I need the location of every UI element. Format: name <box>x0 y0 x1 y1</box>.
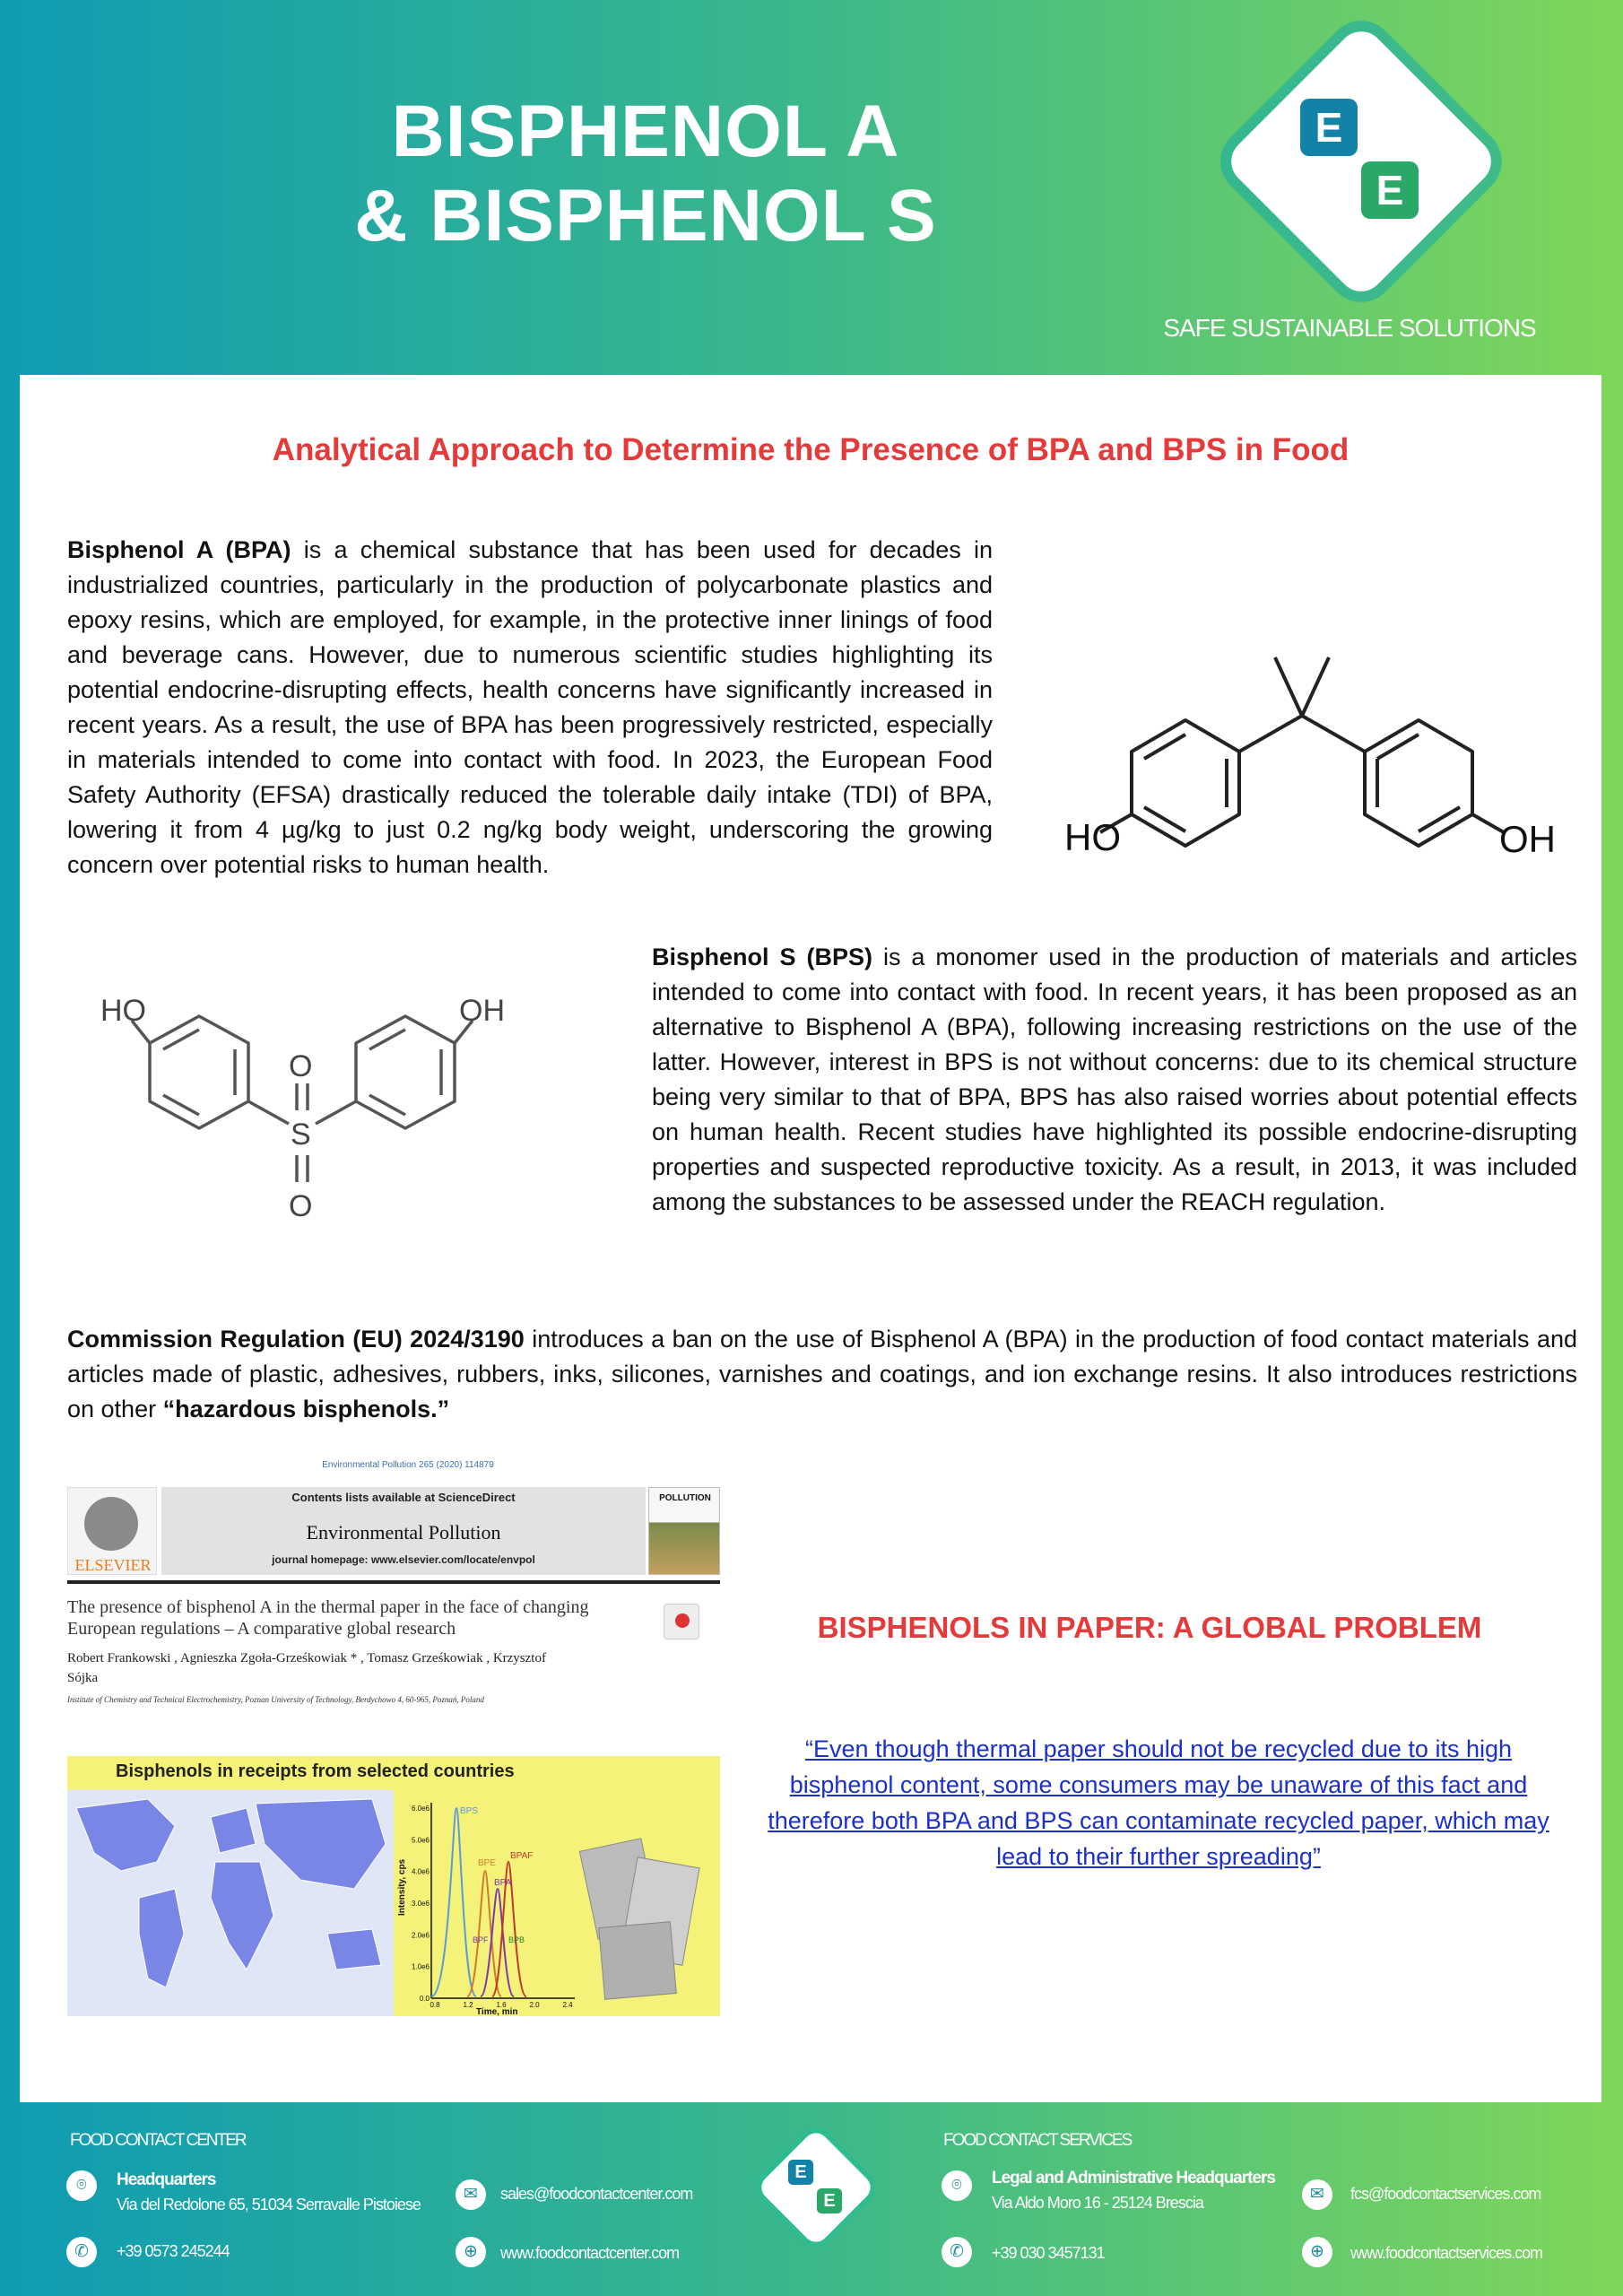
web-icon: ⊕ <box>1302 2237 1332 2267</box>
global-problem-quote[interactable]: “Even though thermal paper should not be recycled due to its high bisphenol content, some consumers may be unaware of this fact and therefore both BPA and BPS can contaminate recycled paper, which may lead to their further spreading” <box>768 1735 1549 1870</box>
bpa-oh-label: OH <box>1499 818 1556 860</box>
journal-homepage: journal homepage: www.elsevier.com/locate/envpol <box>272 1553 535 1566</box>
footer-logo-e-green: E <box>817 2188 842 2213</box>
peak-bps <box>431 1806 479 1996</box>
location-icon: ⌾ <box>66 2170 97 2201</box>
graphical-abstract <box>67 1756 720 2016</box>
bps-o2-label: O <box>289 1189 313 1223</box>
map-africa <box>211 1862 273 1970</box>
bps-structure-diagram <box>100 967 621 1254</box>
journal-banner <box>161 1487 646 1575</box>
footer-left-website[interactable]: www.foodcontactcenter.com <box>500 2244 680 2262</box>
map-europe <box>211 1808 256 1853</box>
regulation-paragraph <box>67 1322 1577 1427</box>
footer-right-hq-address: Via Aldo Moro 16 - 25124 Brescia <box>992 2194 1203 2212</box>
logo-letter-e-blue: E <box>1300 99 1358 156</box>
section-subtitle: Analytical Approach to Determine the Presence of BPA and BPS in Food <box>272 432 1350 467</box>
peak-label-bps: BPS <box>460 1806 479 1816</box>
footer-right-website[interactable]: www.foodcontactservices.com <box>1350 2244 1543 2262</box>
location-icon: ⌾ <box>942 2170 972 2201</box>
global-problem-title: BISPHENOLS IN PAPER: A GLOBAL PROBLEM <box>817 1611 1482 1644</box>
elsevier-tree-icon <box>84 1497 138 1551</box>
web-icon: ⊕ <box>456 2237 486 2267</box>
peak-label-bpf: BPF <box>473 1935 489 1944</box>
footer <box>0 2102 1623 2296</box>
bps-s-label: S <box>291 1118 311 1152</box>
world-map <box>67 1790 394 2016</box>
receipt-image-3 <box>599 1922 677 2000</box>
bpa-paragraph <box>67 533 993 883</box>
peak-label-bpa: BPA <box>494 1878 512 1888</box>
footer-logo-diamond <box>757 2128 876 2248</box>
peak-label-bpe: BPE <box>478 1858 497 1868</box>
phone-icon: ✆ <box>66 2237 97 2267</box>
article-affiliation: Institute of Chemistry and Technical Electrochemistry, Poznan University of Technology, Berdychowo 4, 60-965, Poznań, Poland <box>67 1695 484 1704</box>
email-icon: ✉ <box>1302 2179 1332 2210</box>
bps-text: is a monomer used in the production of materials and articles intended to come into contact with food. In recent years, it has been proposed as an alternative to Bisphenol A (BPA), following increasing restrictions on the use of the latter. However, interest in BPS is not without concerns: due to its chemical structure being very similar to that of BPA, BPS has also raised worries about potential effects on human health. Recent studies have highlighted its possible endocrine-disrupting properties and suspected reproductive toxicity. As a result, in 2013, it was included among the substances to be assessed under the REACH regulation. <box>652 944 1578 1215</box>
map-north-america <box>76 1799 175 1871</box>
divider <box>67 1580 720 1584</box>
chromatogram-x-tick-label: 0.8 <box>430 2001 440 2009</box>
bps-o1-label: O <box>289 1049 313 1083</box>
bps-ho-label: HO <box>100 994 146 1028</box>
contents-line: Contents lists available at ScienceDirect <box>291 1491 516 1504</box>
chromatogram-y-tick-label: 0.0 <box>419 1995 430 2003</box>
check-for-updates-icon <box>664 1604 699 1639</box>
bpa-lead: Bisphenol A (BPA) <box>67 536 291 563</box>
chromatogram-y-tick-label: 6.0e6 <box>411 1805 430 1813</box>
header <box>0 0 1623 375</box>
title-line-1: BISPHENOL A <box>391 91 900 172</box>
journal-reference: Environmental Pollution 265 (2020) 114879 <box>322 1460 494 1470</box>
cover-label: POLLUTION <box>659 1493 711 1503</box>
chromatogram-y-tick-label: 4.0e6 <box>411 1867 430 1876</box>
tagline: SAFE SUSTAINABLE SOLUTIONS <box>1163 314 1536 342</box>
title-line-2: & BISPHENOL S <box>354 175 937 257</box>
chromatogram-y-tick-label: 1.0e6 <box>411 1962 430 1971</box>
peak-bpe <box>467 1871 501 1996</box>
chromatogram-y-ticks <box>412 1805 430 2003</box>
email-icon: ✉ <box>456 2179 486 2210</box>
chromatogram-x-ticks <box>430 2001 573 2009</box>
chromatogram-x-tick-label: 1.2 <box>463 2001 473 2009</box>
chromatogram-x-label: Time, min <box>476 2007 518 2016</box>
footer-right-heading: FOOD CONTACT SERVICES <box>943 2131 1132 2150</box>
bpa-structure-diagram <box>1033 599 1571 868</box>
content-panel <box>20 375 1601 2102</box>
chromatogram-svg <box>395 1790 720 2016</box>
chromatogram-x-tick-label: 1.6 <box>496 2001 507 2009</box>
chromatogram-y-tick-label: 3.0e6 <box>411 1900 430 1908</box>
chromatogram-y-tick-label: 2.0e6 <box>411 1931 430 1940</box>
page-title <box>296 90 995 258</box>
regulation-lead: Commission Regulation (EU) 2024/3190 <box>67 1326 525 1352</box>
bps-paragraph <box>652 940 1577 1220</box>
paper-header <box>67 1460 720 1729</box>
footer-right-email[interactable]: fcs@foodcontactservices.com <box>1350 2185 1541 2203</box>
research-paper-figure <box>67 1460 720 2016</box>
map-south-america <box>139 1889 184 1987</box>
footer-left-hq-label: Headquarters <box>117 2170 216 2189</box>
footer-left-heading: FOOD CONTACT CENTER <box>70 2131 246 2150</box>
chromatogram-y-tick-label: 5.0e6 <box>411 1836 430 1845</box>
phone-icon: ✆ <box>942 2237 972 2267</box>
bps-lead: Bisphenol S (BPS) <box>652 944 872 970</box>
chromatogram-y-label: Intensity, cps <box>397 1858 407 1916</box>
footer-right-hq-label: Legal and Administrative Headquarters <box>992 2169 1276 2187</box>
regulation-text: introduces a ban on the use of Bisphenol A (BPA) in the production of food contact materials and articles made of plastic, adhesives, rubbers, inks, silicones, varnishes and coatings, and ion exchange resins. It also introduces restrictions on other <box>67 1326 1577 1422</box>
chromatogram-x-tick-label: 2.0 <box>529 2001 540 2009</box>
article-authors: Robert Frankowski , Agnieszka Zgoła-Grześkowiak * , Tomasz Grześkowiak , Krzysztof Sójka <box>67 1651 546 1685</box>
footer-right-phone[interactable]: +39 030 3457131 <box>992 2244 1105 2262</box>
bpa-ring-left <box>1132 720 1239 846</box>
bps-oh-label: OH <box>459 994 505 1028</box>
publisher-name: ELSEVIER <box>74 1556 152 1574</box>
footer-logo <box>749 2120 883 2255</box>
footer-left-hq-address: Via del Redolone 65, 51034 Serravalle Pistoiese <box>117 2196 421 2213</box>
map-australia <box>327 1929 381 1970</box>
logo-diamond <box>1221 22 1500 300</box>
bpa-ho-label: HO <box>1064 816 1121 858</box>
logo-letter-e-green: E <box>1361 161 1419 219</box>
graphical-abstract-title: Bisphenols in receipts from selected countries <box>116 1761 515 1781</box>
elsevier-logo <box>67 1487 157 1575</box>
peak-label-bpaf: BPAF <box>510 1851 534 1861</box>
footer-left-phone[interactable]: +39 0573 245244 <box>117 2242 230 2260</box>
footer-logo-e-blue: E <box>788 2160 813 2185</box>
journal-cover <box>648 1487 720 1575</box>
chromatogram-chart <box>395 1790 720 2016</box>
regulation-emphasis: “hazardous bisphenols.” <box>162 1396 450 1422</box>
bpa-ring-right <box>1365 720 1472 846</box>
chromatogram-x-tick-label: 2.4 <box>562 2001 573 2009</box>
world-map-shapes <box>67 1790 394 2016</box>
journal-name: Environmental Pollution <box>306 1521 501 1544</box>
map-asia <box>256 1799 386 1889</box>
article-title: The presence of bisphenol A in the thermal paper in the face of changing European regulations – A comparative global research <box>67 1597 589 1639</box>
peak-label-bpb: BPB <box>508 1935 525 1944</box>
footer-left-email[interactable]: sales@foodcontactcenter.com <box>500 2185 693 2203</box>
brand-logo <box>1211 27 1506 323</box>
bpa-text: is a chemical substance that has been used for decades in industrialized countries, particularly in the production of polycarbonate plastics and epoxy resins, which are employed, for example, in the protective inner linings of food and beverage cans. However, due to numerous scientific studies highlighting its potential endocrine-disrupting effects, health concerns have significantly increased in recent years. As a result, the use of BPA has been progressively restricted, especially in materials intended to come into contact with food. In 2023, the European Food Safety Authority (EFSA) drastically reduced the tolerable daily intake (TDI) of BPA, lowering it from 4 µg/kg to just 0.2 ng/kg body weight, underscoring the growing concern over potential risks to human health. <box>67 536 993 878</box>
